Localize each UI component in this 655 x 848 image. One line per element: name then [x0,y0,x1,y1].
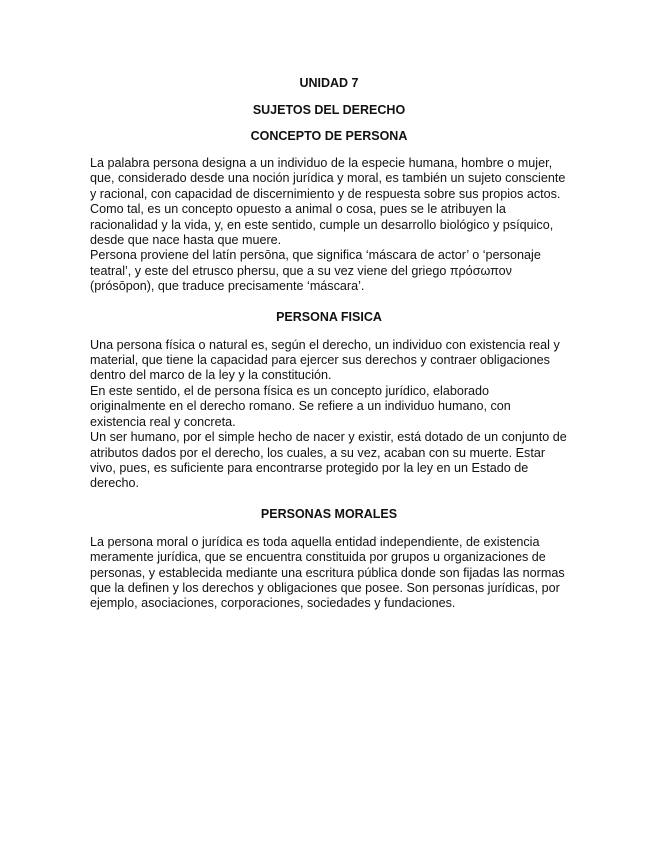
unit-title: UNIDAD 7 [299,76,359,90]
fisica-title: PERSONA FISICA [276,309,382,324]
concept-paragraph-2: Persona proviene del latín persōna, que significa ‘máscara de actor’ o ‘personaje teatral’, y este del etrusco phersu, que a su vez viene del griego πρόσωπον (prósōpon), que traduce precisamente ‘máscara’. [90,248,541,294]
concept-title: CONCEPTO DE PERSONA [250,129,408,143]
section-title: SUJETOS DEL DERECHO [252,103,406,117]
fisica-paragraph-3: Un ser humano, por el simple hecho de nacer y existir, está dotado de un conjunto de atributos dados por el derecho, los cuales, a su vez, acaban con su muerte. Estar vivo, pues, es suficiente para encontrarse protegido por la ley en un Estado de derecho. [90,430,567,491]
morales-title: PERSONAS MORALES [260,506,398,521]
document-page [90,76,568,612]
fisica-paragraph-1: Una persona física o natural es, según el derecho, un individuo con existencia real y material, que tiene la capacidad para ejercer sus derechos y contraer obligaciones dentro del marco de la ley y la constitución. [90,337,560,383]
fisica-paragraph-2: En este sentido, el de persona física es un concepto jurídico, elaborado originalmente en el derecho romano. Se refiere a un individuo humano, con existencia real y concreta. [90,383,511,429]
morales-paragraph-1: La persona moral o jurídica es toda aquella entidad independiente, de existencia meramente jurídica, que se encuentra constituida por grupos u organizaciones de personas, y establecida mediante una escritura pública donde son fijadas las normas que la definen y los derechos y obligaciones que posee. Son personas jurídicas, por ejemplo, asociaciones, corporaciones, sociedades y fundaciones. [90,534,565,611]
concept-paragraph-1: La palabra persona designa a un individuo de la especie humana, hombre o mujer, que, considerado desde una noción jurídica y moral, es también un sujeto consciente y racional, con capacidad de discernimiento y de respuesta sobre sus propios actos. Como tal, es un concepto opuesto a animal o cosa, pues se le atribuyen la racionalidad y la vida, y, en este sentido, cumple un desarrollo biológico y psíquico, desde que nace hasta que muere. [90,156,566,248]
